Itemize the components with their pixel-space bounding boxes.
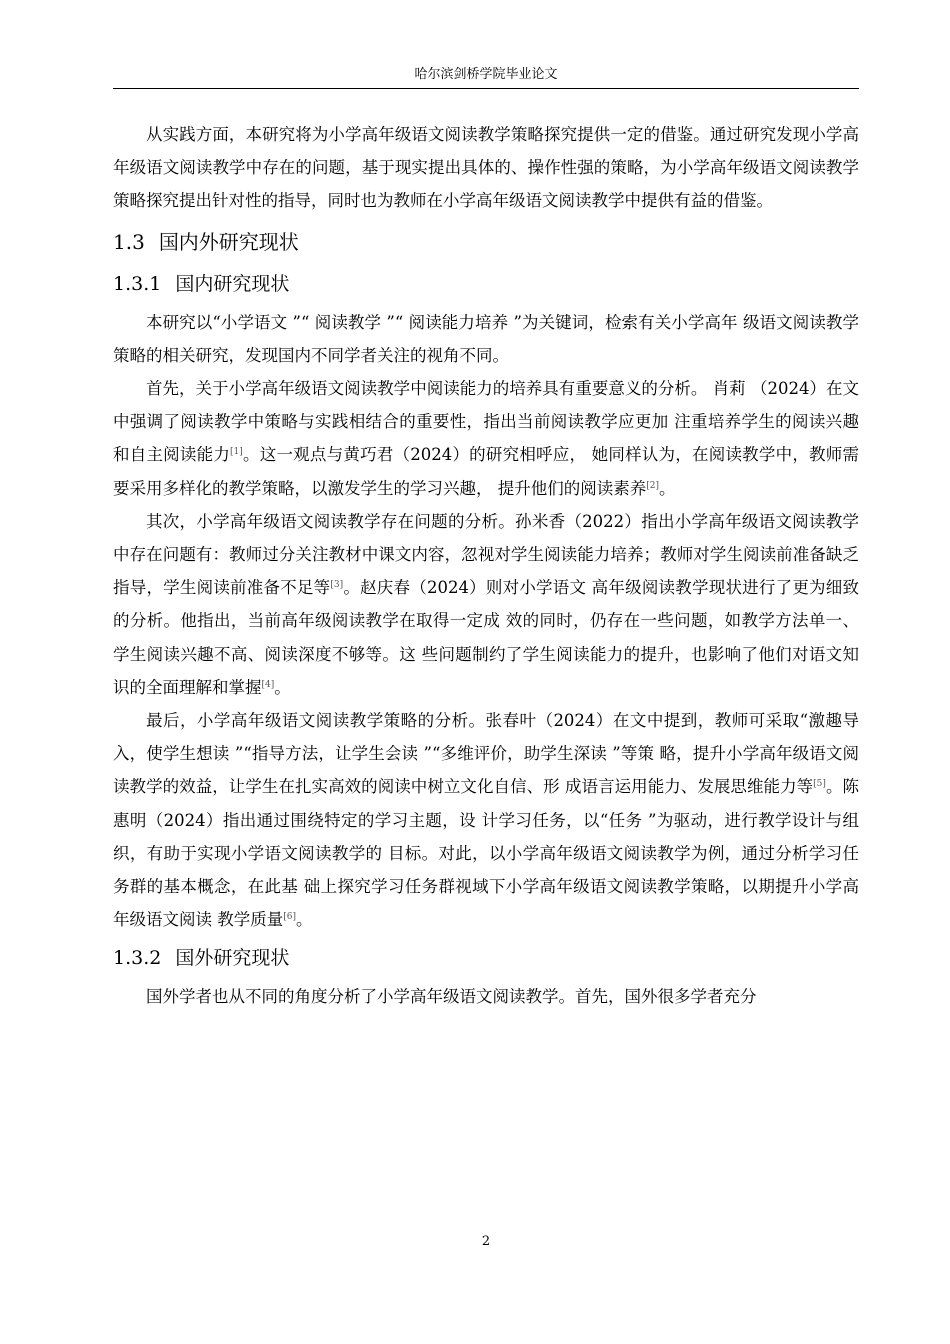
section-title: 国内外研究现状 (158, 229, 299, 254)
paragraph-text: 。赵庆春（2024）则对小学语文 高年级阅读教学现状进行了更为细致的分析。他指出，当前高年级阅读教学在取得一定成 效的同时，仍存在一些问题，如教学方法单一、学生阅读兴趣不高、阅读深度不够等。这 些问题制约了学生阅读能力的提升，也影响了他们对语文知识的全面理解和掌握 (113, 578, 859, 697)
paragraph-text: 首先，关于小学高年级语文阅读教学中阅读能力的培养具有重要意义的分析。 肖莉 （2024）在文中强调了阅读教学中策略与实践相结合的重要性，指出当前阅读教学应更加 注重培养学生的阅读兴趣和自主阅读能力 (113, 379, 859, 465)
paragraph-first (113, 372, 859, 505)
subsection-title: 国内研究现状 (175, 272, 290, 295)
paragraph-text: 最后，小学高年级语文阅读教学策略的分析。张春叶（2024）在文中提到，教师可采取“激趣导入，使学生想读 ”“指导方法，让学生会读 ”“多维评价，助学生深读 ”等策 略，提升小学高年级语文阅读教学的效益，让学生在扎实高效的阅读中树立文化自信、形 成语言运用能力、发展思维能力等 (113, 711, 859, 797)
subsection-heading-1-3-1 (113, 266, 859, 302)
paragraph-text: 。这一观点与黄巧君（2024）的研究相呼应， 她同样认为，在阅读教学中，教师需要采用多样化的教学策略，以激发学生的学习兴趣， 提升他们的阅读素养 (113, 445, 859, 498)
citation-ref: [3] (330, 580, 344, 591)
paragraph-keywords: 本研究以“小学语文 ”“ 阅读教学 ”“ 阅读能力培养 ”为关键词，检索有关小学高年 级语文阅读教学策略的相关研究，发现国内不同学者关注的视角不同。 (113, 312, 859, 365)
paragraph-second (113, 505, 859, 704)
paragraph-last (113, 704, 859, 936)
paragraph-foreign: 国外学者也从不同的角度分析了小学高年级语文阅读教学。首先，国外很多学者充分 (146, 987, 757, 1007)
page-number: 2 (481, 1234, 491, 1249)
page-header: 哈尔滨剑桥学院毕业论文 (414, 67, 558, 82)
paragraph-text: 。陈惠明（2024）指出通过围绕特定的学习主题，设 计学习任务，以“任务 ”为驱动，进行教学设计与组织，有助于实现小学语文阅读教学的 目标。对此，以小学高年级语文阅读教学为例，通过分析学习任务群的基本概念，在此基 础上探究学习任务群视域下小学高年级语文阅读教学策略，以期提升小学高年级语文阅读 教学质量 (113, 777, 859, 930)
paragraph-text: 。 (659, 478, 676, 498)
paragraph-text: 。 (296, 910, 313, 930)
subsection-heading-1-3-2 (113, 940, 859, 976)
citation-ref: [2] (646, 480, 659, 491)
header-rule (113, 88, 859, 89)
citation-ref: [4] (261, 679, 275, 690)
section-number: 1.3 (113, 229, 145, 254)
paragraph-text: 其次，小学高年级语文阅读教学存在问题的分析。孙米香（2022）指出小学高年级语文阅读教学中存在问题有：教师过分关注教材中课文内容，忽视对学生阅读能力培养；教师对学生阅读前准备缺乏指导，学生阅读前准备不足等 (113, 511, 859, 598)
section-heading-1-3 (113, 224, 859, 260)
citation-ref: [5] (813, 779, 826, 790)
citation-ref: [1] (230, 447, 243, 458)
subsection-title: 国外研究现状 (175, 947, 290, 970)
paragraph-text: 。 (274, 677, 291, 697)
subsection-number: 1.3.1 (113, 272, 162, 295)
document-body (113, 118, 859, 1014)
subsection-number: 1.3.2 (113, 947, 162, 970)
paragraph-practice: 从实践方面，本研究将为小学高年级语文阅读教学策略探究提供一定的借鉴。通过研究发现小学高年级语文阅读教学中存在的问题，基于现实提出具体的、操作性强的策略，为小学高年级语文阅读教学策略探究提出针对性的指导，同时也为教师在小学高年级语文阅读教学中提供有益的借鉴。 (113, 125, 859, 211)
citation-ref: [6] (283, 912, 296, 923)
